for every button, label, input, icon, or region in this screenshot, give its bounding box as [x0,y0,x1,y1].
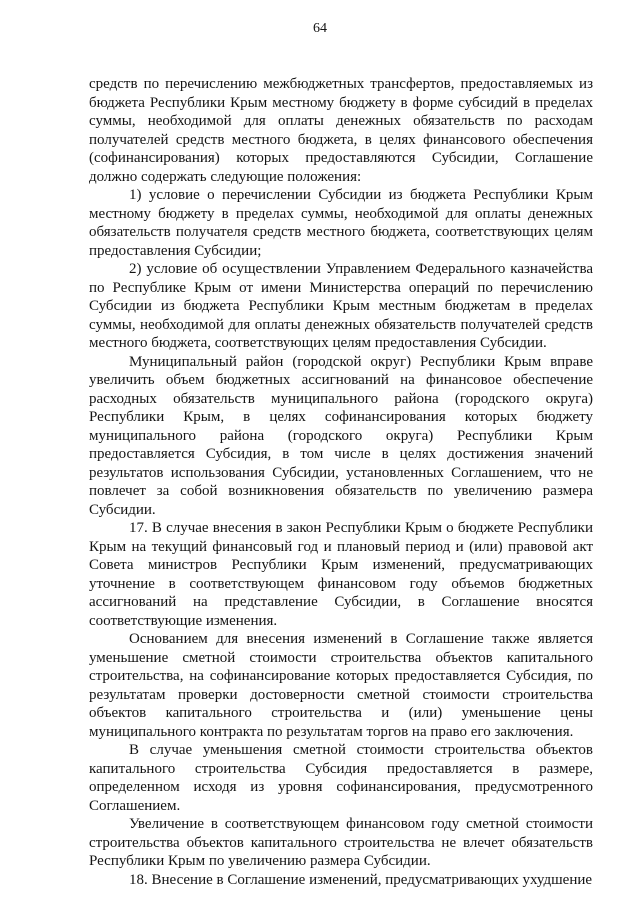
paragraph: 1) условие о перечислении Субсидии из бюджета Республики Крым местному бюджету в пределах суммы, необходимой для оплаты денежных обязательств получателя средств местного бюджета, соответствующих целям предоставления Субсидии; [89,187,593,259]
paragraph: Основанием для внесения изменений в Соглашение также является уменьшение сметной стоимости строительства объектов капитального строительства, на софинансирование которых предоставляется Субсидия, по результатам проверки достоверности сметной стоимости строительства объектов капитального строительства и (или) уменьшение цены муниципального контракта по результатам торгов на право его заключения. [89,631,593,740]
paragraph: В случае уменьшения сметной стоимости строительства объектов капитального строительства Субсидия предоставляется в размере, определенном исходя из уровня софинансирования, предусмотренного Соглашением. [89,742,593,814]
paragraph: 2) условие об осуществлении Управлением Федерального казначейства по Республике Крым от имени Министерства операций по перечислению Субсидии из бюджета Республики Крым местным бюджетам в пределах суммы, необходимой для оплаты денежных обязательств получателей средств местного бюджета, соответствующих целям предоставления Субсидии. [89,261,593,351]
document-body [89,75,593,889]
page-number: 64 [313,21,327,36]
paragraph: Муниципальный район (городской округ) Республики Крым вправе увеличить объем бюджетных ассигнований на финансовое обеспечение расходных обязательств муниципального района (городского округа) Республики Крым, в целях софинансирования которых бюджету муниципального района (городского округа) Республики Крым предоставляется Субсидия, в том числе в целях достижения значений результатов использования Субсидии, установленных Соглашением, что не повлечет за собой возникновения обязательств по увеличению размера Субсидии. [89,353,593,518]
paragraph: Увеличение в соответствующем финансовом году сметной стоимости строительства объектов капитального строительства не влечет обязательств Республики Крым по увеличению размера Субсидии. [89,816,593,869]
paragraph: средств по перечислению межбюджетных трансфертов, предоставляемых из бюджета Республики Крым местному бюджету в форме субсидий в пределах суммы, необходимой для оплаты денежных обязательств по расходам получателей средств местного бюджета, в целях финансового обеспечения (софинансирования) которых предоставляются Субсидии, Соглашение должно содержать следующие положения: [89,76,593,185]
paragraph: 18. Внесение в Соглашение изменений, предусматривающих ухудшение [129,871,593,888]
paragraph: 17. В случае внесения в закон Республики Крым о бюджете Республики Крым на текущий финансовый год и плановый период и (или) правовой акт Совета министров Республики Крым изменений, предусматривающих уточнение в соответствующем финансовом году объемов бюджетных ассигнований на представление Субсидии, в Соглашение вносятся соответствующие изменения. [89,520,593,629]
